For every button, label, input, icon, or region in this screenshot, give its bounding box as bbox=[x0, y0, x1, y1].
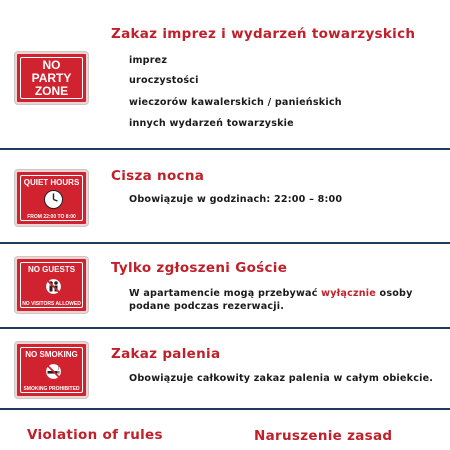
divider bbox=[0, 242, 450, 244]
registered-guests-text bbox=[129, 287, 435, 313]
sign-line-zone: ZONE bbox=[34, 84, 69, 98]
list-item: wieczorów kawalerskich / panieńskich bbox=[129, 97, 342, 108]
sign-caption: FROM 22:00 TO 8:00 bbox=[27, 214, 76, 220]
quiet-hours-text: Obowiązuje w godzinach: 22:00 – 8:00 bbox=[129, 194, 343, 205]
no-guests-sign bbox=[15, 257, 88, 313]
list-item: imprez bbox=[129, 55, 168, 66]
section-title-quiet-hours: Cisza nocna bbox=[111, 168, 205, 184]
sign-title: QUIET HOURS bbox=[23, 178, 80, 187]
footer-title-polish: Naruszenie zasad bbox=[254, 428, 393, 444]
section-title-registered-guests: Tylko zgłoszeni Goście bbox=[111, 260, 288, 276]
quiet-hours-sign bbox=[15, 170, 88, 226]
divider bbox=[0, 327, 450, 329]
highlight-word: wyłącznie bbox=[321, 288, 376, 299]
divider bbox=[0, 408, 450, 410]
sign-line-no: NO bbox=[42, 58, 61, 72]
clock-icon bbox=[43, 189, 64, 210]
no-smoking-icon bbox=[43, 361, 64, 382]
sign-title: NO SMOKING bbox=[25, 350, 78, 359]
no-smoking-text: Obowiązuje całkowity zakaz palenia w całym obiekcie. bbox=[129, 373, 434, 384]
sign-line-party: PARTY bbox=[31, 71, 72, 85]
list-item: uroczystości bbox=[129, 75, 199, 86]
list-item: innych wydarzeń towarzyskie bbox=[129, 118, 294, 129]
section-title-no-smoking: Zakaz palenia bbox=[111, 346, 221, 362]
no-party-zone-sign bbox=[15, 52, 88, 104]
text-segment: W apartamencie mogą przebywać bbox=[129, 288, 322, 299]
sign-caption: NO VISITORS ALLOWED bbox=[22, 301, 81, 307]
no-people-icon bbox=[43, 276, 64, 297]
section-title-no-parties: Zakaz imprez i wydarzeń towarzyskich bbox=[111, 26, 416, 42]
sign-caption: SMOKING PROHIBITED bbox=[23, 386, 80, 392]
sign-title: NO GUESTS bbox=[27, 265, 76, 274]
footer-title-english: Violation of rules bbox=[27, 427, 163, 443]
no-smoking-sign bbox=[15, 342, 88, 398]
text-segment: osoby podane podczas rezerwacji. bbox=[129, 288, 413, 312]
divider bbox=[0, 148, 450, 150]
